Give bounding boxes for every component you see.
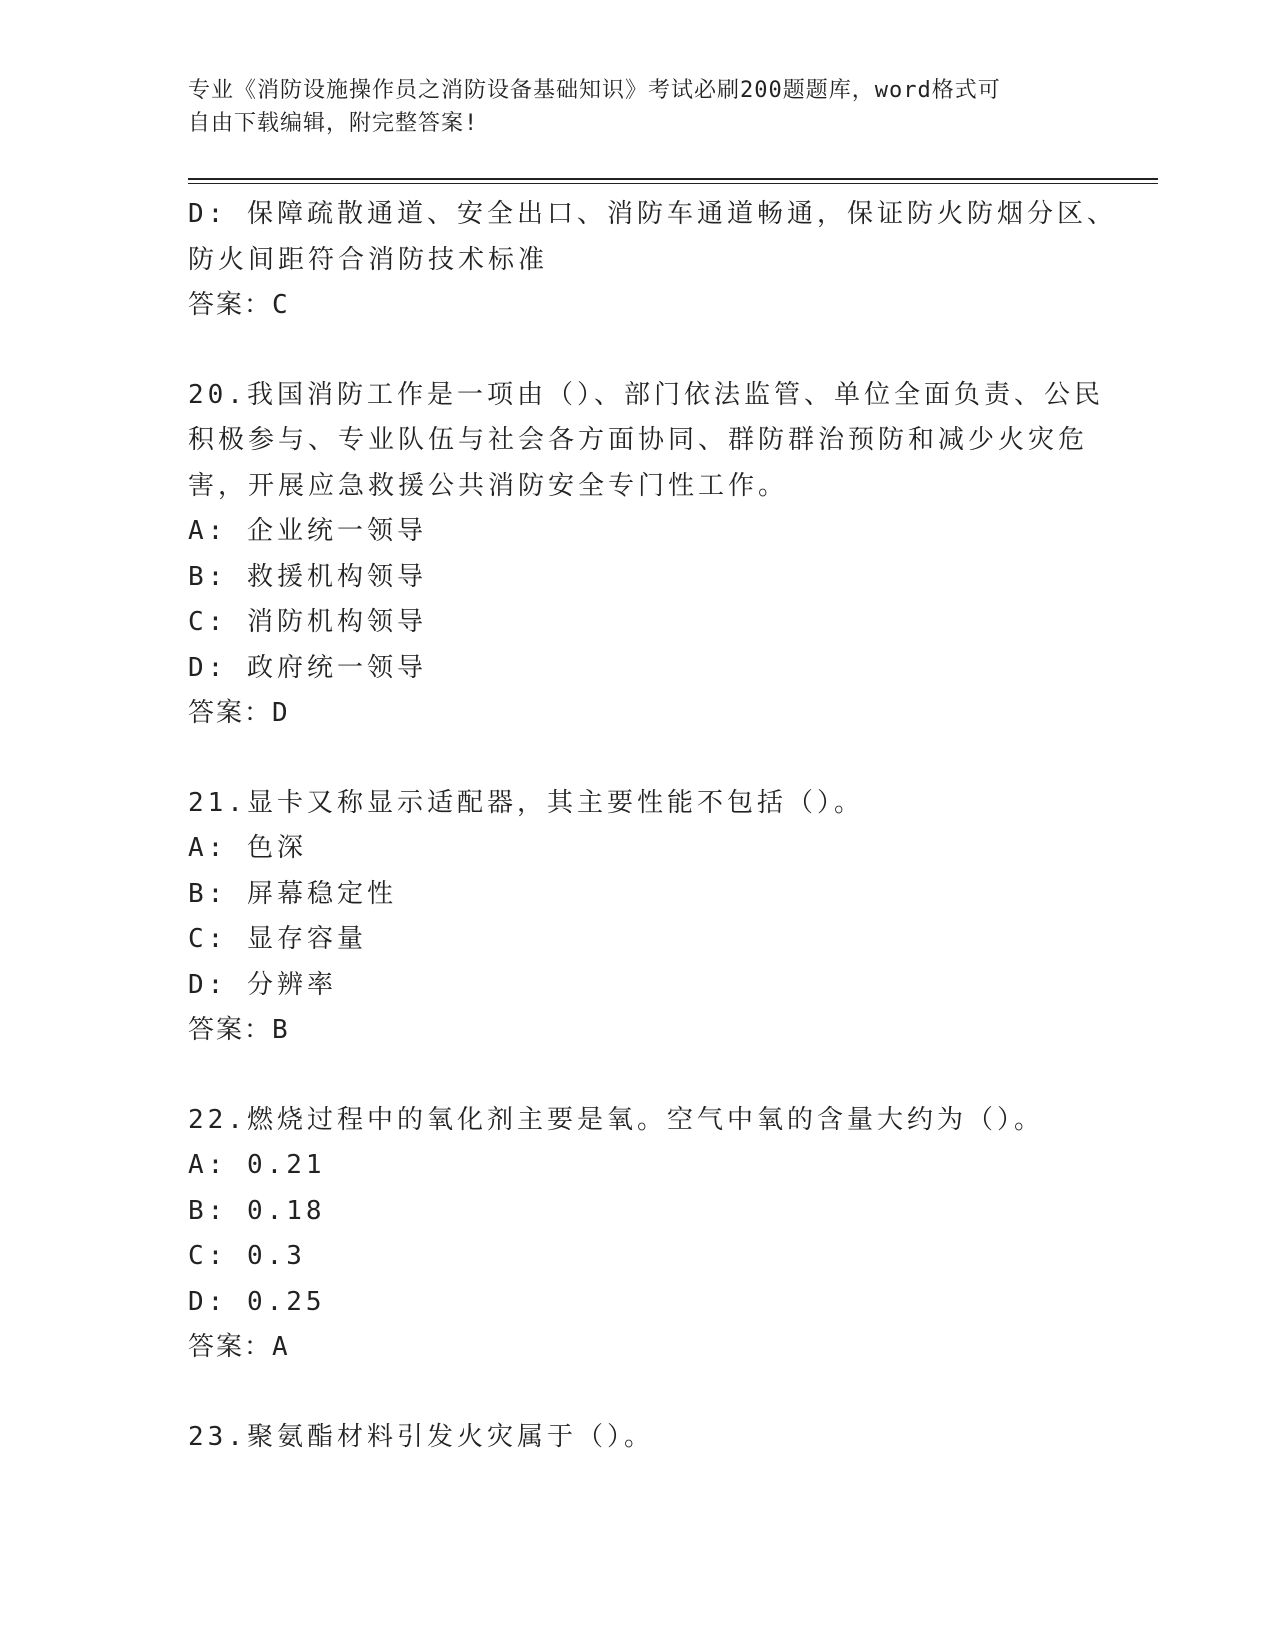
question-19-tail: [188, 192, 1117, 329]
question-23: [188, 1415, 1088, 1461]
option-d-continued: 防火间距符合消防技术标准: [188, 244, 549, 275]
document-header: [188, 74, 1088, 140]
question-22: [188, 1098, 1088, 1371]
spacer: [188, 1371, 1088, 1415]
question-text: 21.显卡又称显示适配器，其主要性能不包括（）。: [188, 787, 864, 818]
header-line-2: 自由下载编辑，附完整答案!: [188, 111, 479, 136]
option-d: D: 保障疏散通道、安全出口、消防车通道畅通，保证防火防烟分区、: [188, 199, 1117, 229]
answer: 答案：C: [188, 290, 290, 320]
option-d: D: 政府统一领导: [188, 652, 427, 683]
question-content: [188, 192, 1117, 1460]
option-b: B: 屏幕稳定性: [188, 878, 397, 909]
question-text: 20.我国消防工作是一项由（）、部门依法监管、单位全面负责、公民: [188, 379, 1104, 410]
header-line-1: 专业《消防设施操作员之消防设备基础知识》考试必刷200题题库，word格式可: [188, 78, 1001, 103]
spacer: [188, 1054, 1088, 1098]
option-a: A: 0.21: [188, 1150, 326, 1180]
option-a: A: 企业统一领导: [188, 516, 427, 546]
option-b: B: 救援机构领导: [188, 561, 427, 592]
option-c: C: 显存容量: [188, 924, 367, 954]
spacer: [188, 737, 1088, 781]
option-c: C: 消防机构领导: [188, 607, 427, 637]
spacer: [188, 329, 1088, 373]
option-b: B: 0.18: [188, 1195, 326, 1226]
option-d: D: 分辨率: [188, 969, 337, 1000]
option-c: C: 0.3: [188, 1241, 306, 1271]
answer: 答案：D: [188, 698, 290, 728]
question-text: 害，开展应急救援公共消防安全专门性工作。: [188, 470, 789, 501]
option-a: A: 色深: [188, 833, 307, 863]
question-text: 积极参与、专业队伍与社会各方面协同、群防群治预防和减少火灾危: [188, 425, 1089, 455]
question-text: 22.燃烧过程中的氧化剂主要是氧。空气中氧的含量大约为（）。: [188, 1104, 1044, 1135]
header-divider-thick: [188, 178, 1158, 180]
header-divider-thin: [188, 183, 1158, 184]
question-20: [188, 373, 1104, 737]
answer: 答案：A: [188, 1332, 290, 1362]
question-21: [188, 781, 1088, 1054]
question-text: 23.聚氨酯材料引发火灾属于（）。: [188, 1421, 654, 1452]
answer: 答案：B: [188, 1015, 290, 1045]
option-d: D: 0.25: [188, 1286, 326, 1317]
